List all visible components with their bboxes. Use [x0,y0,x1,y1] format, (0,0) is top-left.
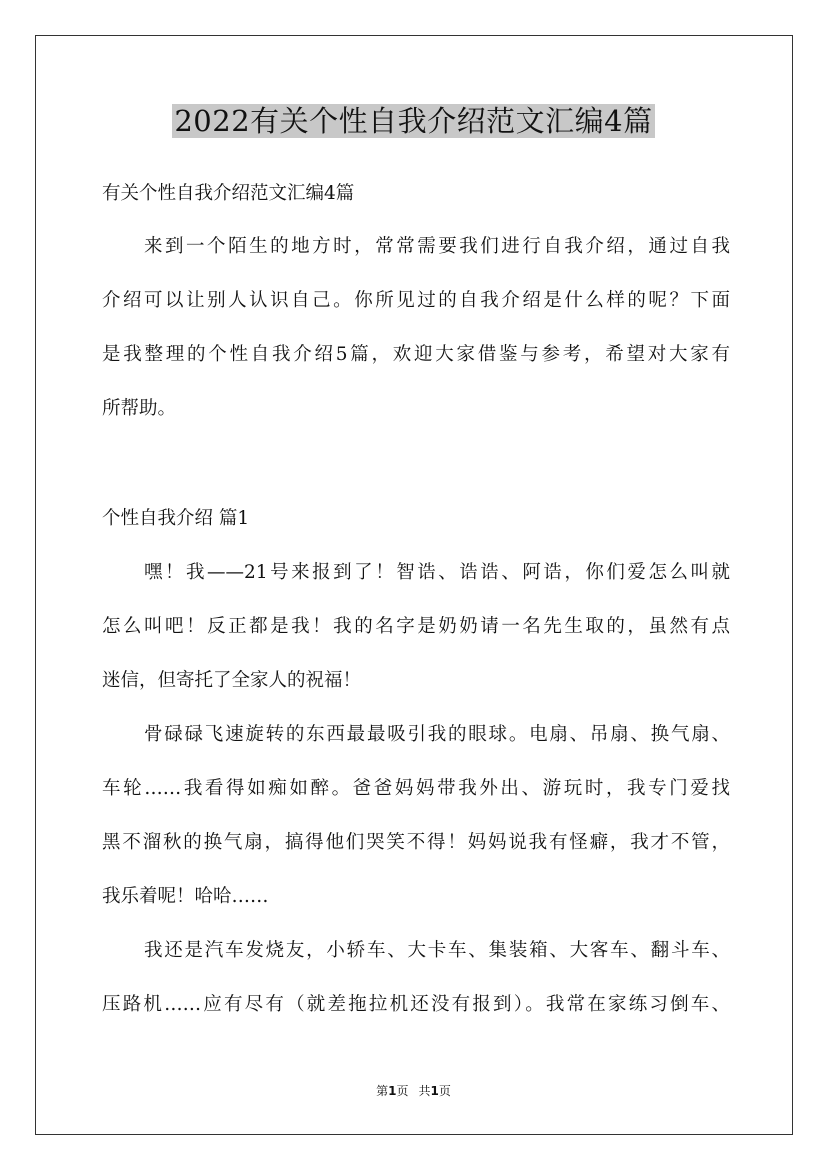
total-label-prefix: 共 [418,1084,431,1098]
paragraph-line: 怎么叫吧！反正都是我！我的名字是奶奶请一名先生取的，虽然有点 [102,616,730,637]
total-pages: 1 [430,1084,439,1098]
page-label-prefix: 第 [376,1084,389,1098]
paragraph-line: 我乐着呢！哈哈…… [102,886,269,907]
paragraph-line: 迷信，但寄托了全家人的祝福！ [102,670,362,691]
subtitle-line: 有关个性自我介绍范文汇编4篇 [102,183,355,204]
paragraph-line: 所帮助。 [102,398,177,419]
page-footer [0,1083,827,1099]
total-label-suffix: 页 [438,1084,451,1098]
paragraph-line: 骨碌碌飞速旋转的东西最最吸引我的眼球。电扇、吊扇、换气扇、 [144,724,730,745]
paragraph-line: 黑不溜秋的换气扇，搞得他们哭笑不得！妈妈说我有怪癖，我才不管， [102,832,730,853]
paragraph-line: 来到一个陌生的地方时，常常需要我们进行自我介绍，通过自我 [144,236,730,257]
paragraph-line: 车轮……我看得如痴如醉。爸爸妈妈带我外出、游玩时，我专门爱找 [102,778,730,799]
paragraph-line: 介绍可以让别人认识自己。你所见过的自我介绍是什么样的呢？下面 [102,290,730,311]
paragraph-line: 压路机……应有尽有（就差拖拉机还没有报到）。我常在家练习倒车、 [102,994,730,1015]
section-heading: 个性自我介绍 篇1 [102,508,250,529]
document-title [0,100,827,142]
paragraph-line: 嘿！我——21号来报到了！智诰、诰诰、阿诰，你们爱怎么叫就 [144,562,730,583]
page-number: 1 [388,1084,397,1098]
paragraph-line: 是我整理的个性自我介绍5篇，欢迎大家借鉴与参考，希望对大家有 [102,344,730,365]
document-title-text: 2022有关个性自我介绍范文汇编4篇 [174,104,653,138]
paragraph-line: 我还是汽车发烧友，小轿车、大卡车、集装箱、大客车、翻斗车、 [144,940,730,961]
page-label-suffix: 页 [396,1084,409,1098]
